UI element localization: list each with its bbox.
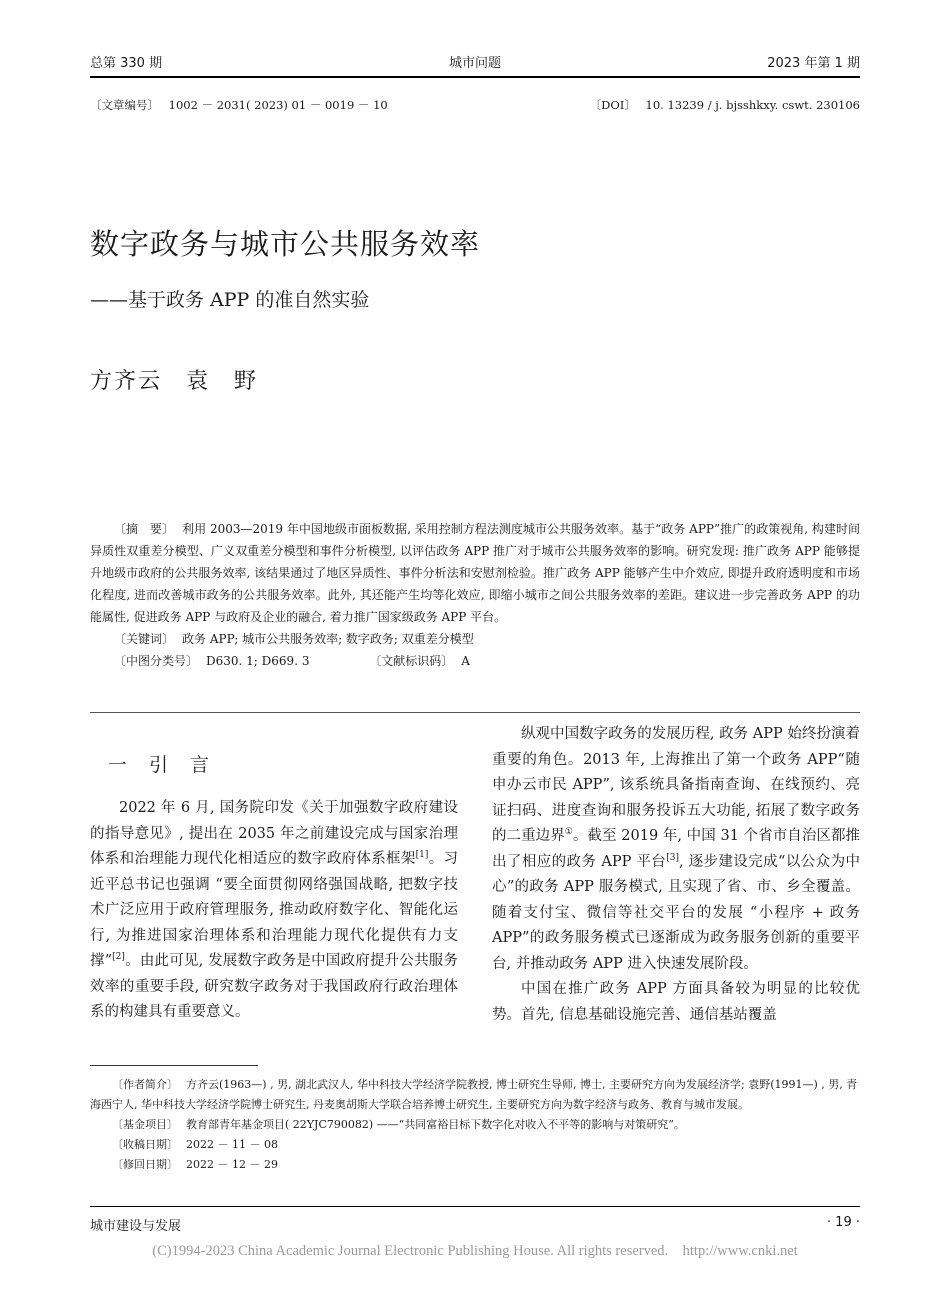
doc-code-value: A (461, 654, 470, 668)
keywords-label: 〔关键词〕 (114, 632, 175, 646)
citation-1[interactable]: [1] (415, 850, 429, 861)
abstract-text: 利用 2003—2019 年中国地级市面板数据, 采用控制方程法测度城市公共服务效率。基于“政务 APP”推广的政策视角, 构建时间异质性双重差分模型、广义双重差分模型和事件分析模型, 以评估政务 APP 推广对于城市公共服务效率的影响。研究发现: 推广政务 APP 能够提升地级市政府的公共服务效率, 该结果通过了地区异质性、事件分析法和安慰剂检验。推广政务 APP 能够产生中介效应, 即提升政府透明度和市场化程度, 进而改善城市政务的公共服务效率。此外, 其还能产生均等化效应, 即缩小城市之间公共服务效率的差距。建议进一步完善政务 APP 的功能属性, 促进政务 APP 与政府及企业的融合, 着力推广国家级政务 APP 平台。 (90, 522, 860, 624)
fund-label: 〔基金项目〕 (112, 1118, 178, 1131)
article-subtitle: ——基于政务 APP 的准自然实验 (90, 289, 370, 311)
footnote-rule (90, 1065, 258, 1066)
intro-text-c: 。由此可见, 发展数字政务是中国政府提升公共服务效率的重要手段, 研究数字政务对于我国政府行政治理体系的构建具有重要意义。 (90, 953, 459, 1020)
received-label: 〔收稿日期〕 (112, 1138, 178, 1151)
author-bio-text: 方齐云(1963—) , 男, 湖北武汉人, 华中科技大学经济学院教授, 博士研究生导师, 博士, 主要研究方向为发展经济学; 袁野(1991—) , 男, 青海西宁人, 华中科技大学经济学院博士研究生, 丹麦奥胡斯大学联合培养博士研究生, 主要研究方向为数字经济与政务、教育与城市发展。 (90, 1078, 858, 1111)
article-number-label: 〔文章编号〕 (90, 98, 159, 112)
keywords-text: 政务 APP; 城市公共服务效率; 数字政务; 双重差分模型 (182, 632, 474, 646)
received-value: 2022 － 11 － 08 (186, 1138, 278, 1151)
article-number-value: 1002 － 2031( 2023) 01 － 0019 － 10 (168, 98, 388, 112)
section-heading (108, 750, 231, 777)
fund-text: 教育部青年基金项目( 22YJC790082) ——“共同富裕目标下数字化对收入不平等的影响与对策研究”。 (186, 1118, 685, 1131)
header-issue-total: 总第 330 期 (90, 56, 163, 71)
revised-label: 〔修回日期〕 (112, 1158, 178, 1171)
received-date (90, 1135, 860, 1155)
doc-code-label: 〔文献标识码〕 (369, 654, 454, 668)
citation-3[interactable]: [3] (666, 852, 679, 863)
revised-value: 2022 － 12 － 29 (186, 1158, 278, 1171)
clc-label: 〔中图分类号〕 (114, 654, 199, 668)
header-rule (90, 76, 860, 78)
clc-value: D630. 1; D669. 3 (206, 654, 310, 668)
intro-paragraph (90, 796, 458, 1026)
intro-text-b: 。习近平总书记也强调 “要全面贯彻网络强国战略, 把数字技术广泛应用于政府管理服务, 推动政府数字化、智能化运行, 为推进国家治理体系和治理能力现代化提供有力支撑” (90, 851, 459, 969)
right-paragraph-2: 中国在推广政务 APP 方面具备较为明显的比较优势。首先, 信息基础设施完善、通信基站覆盖 (492, 981, 860, 1023)
right-text-b: 。截至 2019 年, 中国 31 个省市自治区都推出了相应的政务 APP 平台 (492, 828, 860, 870)
footnote-marker-1[interactable]: ① (564, 827, 573, 838)
article-number (90, 97, 388, 113)
copyright-notice: (C)1994-2023 China Academic Journal Electronic Publishing House. All rights reserved. http://www.cnki.net (152, 1243, 798, 1259)
doi-value: 10. 13239 / j. bjsshkxy. cswt. 230106 (645, 98, 860, 112)
revised-date (90, 1155, 860, 1175)
keywords (90, 628, 860, 650)
intro-text-a: 2022 年 6 月, 国务院印发《关于加强数字政府建设的指导意见》, 提出在 2035 年之前建设完成与国家治理体系和治理能力现代化相适应的数字政府体系框架 (90, 800, 458, 867)
doi-label: 〔DOI〕 (589, 98, 636, 112)
author-bio-label: 〔作者简介〕 (112, 1078, 178, 1091)
header-issue: 2023 年第 1 期 (767, 56, 860, 71)
abstract-block (90, 518, 860, 672)
section-title-char-2: 言 (190, 754, 210, 776)
article-authors: 方齐云 袁 野 (90, 369, 259, 394)
footer-journal: 城市建设与发展 (90, 1219, 182, 1234)
footer-rule (90, 1206, 860, 1207)
left-column (90, 796, 458, 1026)
abstract (90, 518, 860, 628)
author-bio (90, 1075, 860, 1115)
abstract-label: 〔摘 要〕 (114, 522, 175, 536)
right-text-a: 纵观中国数字政务的发展历程, 政务 APP 始终扮演着重要的角色。2013 年, 上海推出了第一个政务 APP“随申办云市民 APP”, 该系统具备指南查询、在线预约、亮证扫码、进度查询和服务投诉五大功能, 拓展了数字政务的二重边界 (492, 726, 860, 844)
abstract-rule (90, 712, 860, 713)
footnotes (90, 1075, 860, 1175)
fund-info (90, 1115, 860, 1135)
section-title-char-1: 引 (149, 754, 169, 776)
citation-2[interactable]: [2] (112, 952, 125, 963)
right-paragraph-1 (492, 722, 860, 977)
doi (590, 97, 860, 113)
right-text-c: , 逐步建设完成“以公众为中心”的政务 APP 服务模式, 且实现了省、市、乡全覆盖。随着支付宝、微信等社交平台的发展 “小程序 + 政务 APP”的政务服务模式已逐渐成为政务服务创新的重要平台, 并推动政务 APP 进入快速发展阶段。 (492, 853, 860, 972)
section-number: 一 (108, 754, 128, 776)
right-column (492, 722, 860, 1028)
classification (90, 650, 860, 672)
article-title: 数字政务与城市公共服务效率 (90, 227, 481, 261)
page-number: · 19 · (826, 1215, 860, 1230)
header-journal-section: 城市问题 (448, 56, 501, 71)
